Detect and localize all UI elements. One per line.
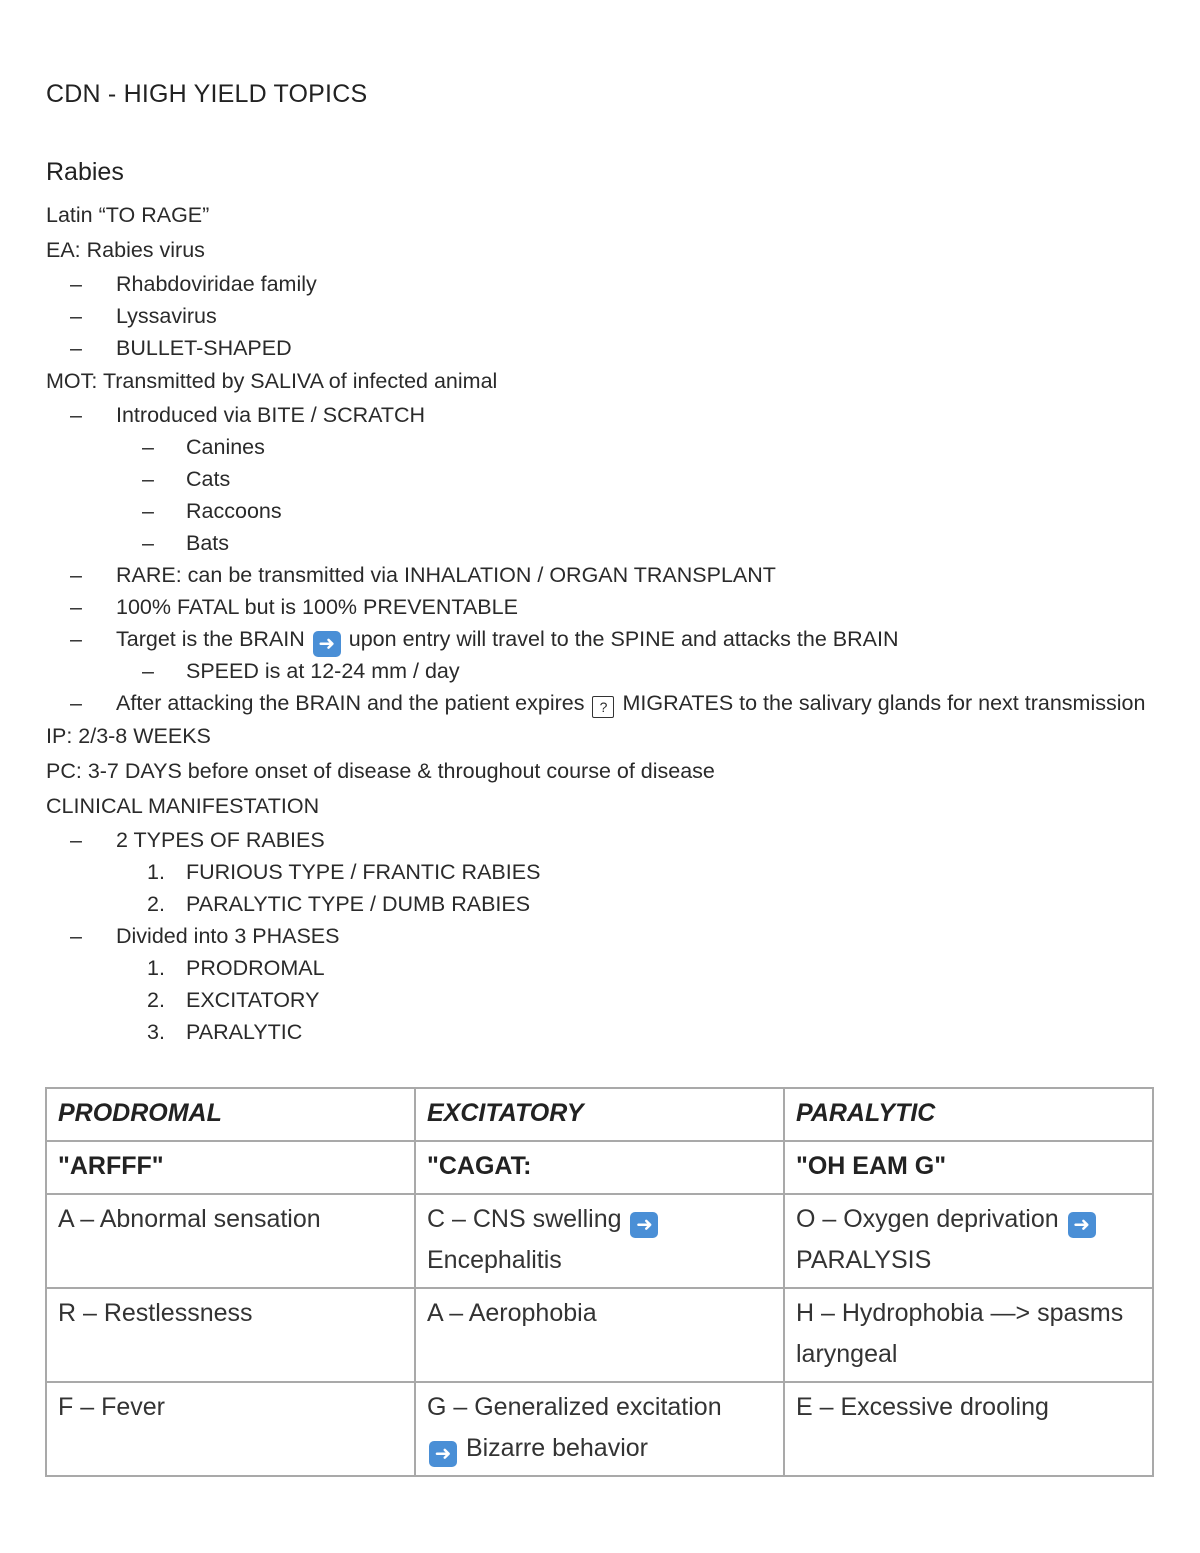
dash-bullet: – <box>142 467 154 491</box>
bullet-text <box>116 623 1166 657</box>
dash-bullet: – <box>70 563 82 587</box>
document-title: CDN - HIGH YIELD TOPICS <box>46 80 368 108</box>
table-cell <box>415 1382 784 1476</box>
sub-bullet-item <box>46 495 1166 527</box>
bullet-text: 100% FATAL but is 100% PREVENTABLE <box>116 595 518 619</box>
bullet-item <box>46 920 1166 952</box>
table-row <box>46 1194 1153 1288</box>
item-text: EXCITATORY <box>186 988 320 1012</box>
note-line <box>46 754 1166 789</box>
item-text: PARALYTIC TYPE / DUMB RABIES <box>186 892 531 916</box>
table-row <box>46 1382 1153 1476</box>
item-number: 1. <box>147 860 165 884</box>
bullet-text: Canines <box>186 435 265 459</box>
right-arrow-emoji-icon: ➜ <box>429 1441 457 1467</box>
right-arrow-emoji-icon: ➜ <box>313 631 341 657</box>
note-line <box>46 789 1166 824</box>
right-arrow-emoji-icon: ➜ <box>630 1212 658 1238</box>
sub-bullet-item <box>46 431 1166 463</box>
note-text: IP: 2/3-8 WEEKS <box>46 724 211 748</box>
bullet-text-part: MIGRATES to the salivary glands for next transmission <box>622 691 1146 715</box>
bullet-text: Raccoons <box>186 499 282 523</box>
bullet-text-part: upon entry will travel to the SPINE and attacks the BRAIN <box>348 627 899 651</box>
table-cell <box>784 1194 1153 1288</box>
note-line <box>46 198 1166 233</box>
note-text: CLINICAL MANIFESTATION <box>46 794 320 818</box>
dash-bullet: – <box>70 272 82 296</box>
mnemonic-cell: "ARFFF" <box>46 1141 415 1194</box>
bullet-item <box>46 687 1166 719</box>
dash-bullet: – <box>70 828 82 852</box>
right-arrow-emoji-icon: ➜ <box>1068 1212 1096 1238</box>
bullet-item <box>46 623 1166 655</box>
dash-bullet: – <box>70 691 82 715</box>
bullet-text: Bats <box>186 531 230 555</box>
table-header-row <box>46 1088 1153 1141</box>
bullet-text: SPEED is at 12-24 mm / day <box>186 659 460 683</box>
table-cell: A – Aerophobia <box>415 1288 784 1382</box>
bullet-item <box>46 591 1166 623</box>
dash-bullet: – <box>70 627 82 651</box>
numbered-item <box>46 856 1166 888</box>
dash-bullet: – <box>142 499 154 523</box>
cell-text: O – Oxygen deprivation <box>796 1205 1059 1233</box>
section-heading-rabies: Rabies <box>46 158 124 186</box>
header-prodromal: PRODROMAL <box>46 1088 415 1141</box>
table-cell: H – Hydrophobia —> spasms laryngeal <box>784 1288 1153 1382</box>
bullet-text: Cats <box>186 467 231 491</box>
note-line <box>46 364 1166 399</box>
table-row <box>46 1288 1153 1382</box>
numbered-item <box>46 952 1166 984</box>
bullet-item <box>46 399 1166 431</box>
table-cell: R – Restlessness <box>46 1288 415 1382</box>
bullet-item <box>46 559 1166 591</box>
bullet-text: Divided into 3 PHASES <box>116 924 340 948</box>
bullet-text: BULLET-SHAPED <box>116 336 292 360</box>
mnemonic-row <box>46 1141 1153 1194</box>
rabies-phases-table <box>45 1087 1154 1477</box>
dash-bullet: – <box>70 595 82 619</box>
bullet-text: Introduced via BITE / SCRATCH <box>116 403 426 427</box>
header-paralytic: PARALYTIC <box>784 1088 1153 1141</box>
dash-bullet: – <box>142 659 154 683</box>
rabies-notes <box>46 198 1166 1048</box>
bullet-text-part: After attacking the BRAIN and the patient expires <box>116 691 585 715</box>
cell-text: PARALYSIS <box>796 1246 932 1274</box>
item-number: 2. <box>147 892 165 916</box>
cell-text: Bizarre behavior <box>465 1434 648 1462</box>
bullet-text: RARE: can be transmitted via INHALATION / ORGAN TRANSPLANT <box>116 563 776 587</box>
note-text: PC: 3-7 DAYS before onset of disease & throughout course of disease <box>46 759 715 783</box>
item-number: 2. <box>147 988 165 1012</box>
note-line <box>46 719 1166 754</box>
dash-bullet: – <box>70 924 82 948</box>
mnemonic-cell: "CAGAT: <box>415 1141 784 1194</box>
bullet-item <box>46 824 1166 856</box>
bullet-text: 2 TYPES OF RABIES <box>116 828 325 852</box>
bullet-text: Rhabdoviridae family <box>116 272 317 296</box>
note-line <box>46 233 1166 268</box>
bullet-item <box>46 300 1166 332</box>
dash-bullet: – <box>142 531 154 555</box>
item-text: PRODROMAL <box>186 956 325 980</box>
dash-bullet: – <box>70 304 82 328</box>
table-cell: A – Abnormal sensation <box>46 1194 415 1288</box>
missing-glyph-icon: ? <box>592 696 614 718</box>
table-cell <box>415 1194 784 1288</box>
cell-text: C – CNS swelling <box>427 1205 622 1233</box>
bullet-text: Lyssavirus <box>116 304 217 328</box>
note-text: MOT: Transmitted by SALIVA of infected animal <box>46 369 498 393</box>
table-cell: E – Excessive drooling <box>784 1382 1153 1476</box>
header-excitatory: EXCITATORY <box>415 1088 784 1141</box>
dash-bullet: – <box>70 336 82 360</box>
numbered-item <box>46 984 1166 1016</box>
cell-text: G – Generalized excitation <box>427 1393 722 1421</box>
dash-bullet: – <box>142 435 154 459</box>
sub-bullet-item <box>46 527 1166 559</box>
bullet-item <box>46 332 1166 364</box>
note-text: Latin “TO RAGE” <box>46 203 210 227</box>
cell-text: Encephalitis <box>427 1246 562 1274</box>
item-text: FURIOUS TYPE / FRANTIC RABIES <box>186 860 541 884</box>
item-text: PARALYTIC <box>186 1020 303 1044</box>
mnemonic-cell: "OH EAM G" <box>784 1141 1153 1194</box>
item-number: 3. <box>147 1020 165 1044</box>
table-cell: F – Fever <box>46 1382 415 1476</box>
bullet-text-part: Target is the BRAIN <box>116 627 305 651</box>
bullet-item <box>46 268 1166 300</box>
sub-bullet-item <box>46 463 1166 495</box>
numbered-item <box>46 888 1166 920</box>
bullet-text <box>116 687 1166 719</box>
note-text: EA: Rabies virus <box>46 238 205 262</box>
sub-bullet-item <box>46 655 1166 687</box>
item-number: 1. <box>147 956 165 980</box>
numbered-item <box>46 1016 1166 1048</box>
dash-bullet: – <box>70 403 82 427</box>
